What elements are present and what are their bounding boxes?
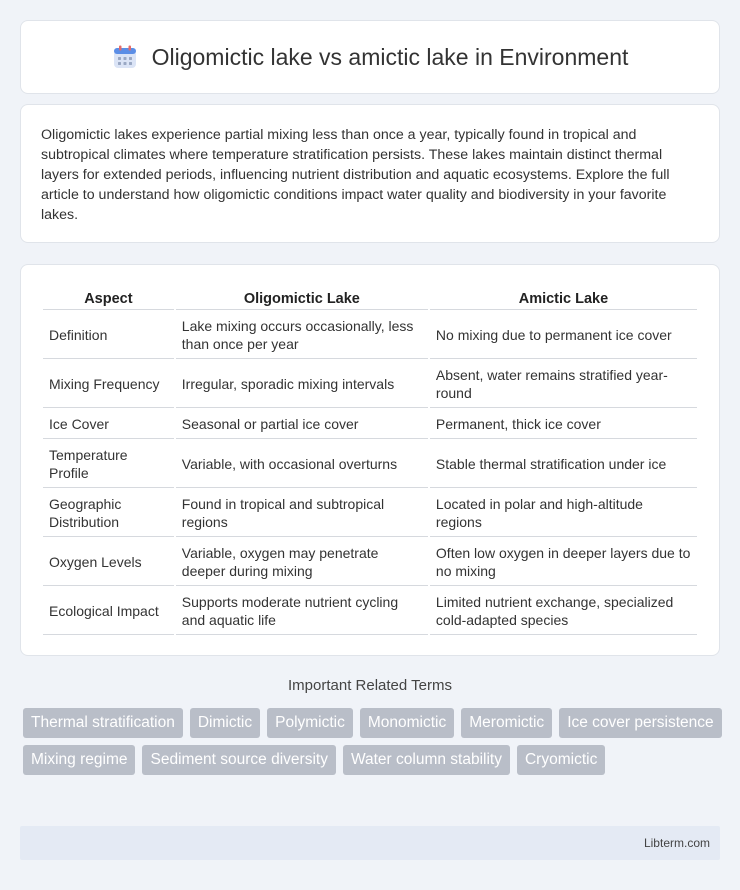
related-term-tag[interactable]: Sediment source diversity xyxy=(142,745,335,775)
related-term-tag[interactable]: Mixing regime xyxy=(23,745,135,775)
table-row xyxy=(43,312,697,359)
oligomictic-cell: Lake mixing occurs occasionally, less than once per year xyxy=(176,312,428,359)
amictic-cell: Limited nutrient exchange, specialized cold-adapted species xyxy=(430,588,697,635)
footer-site-link[interactable]: Libterm.com xyxy=(643,836,710,850)
aspect-cell: Oxygen Levels xyxy=(43,539,174,586)
header-oligomictic: Oligomictic Lake xyxy=(176,287,428,310)
table-row xyxy=(43,361,697,408)
calendar-icon xyxy=(112,44,138,70)
aspect-cell: Ecological Impact xyxy=(43,588,174,635)
footer xyxy=(20,826,720,860)
oligomictic-cell: Seasonal or partial ice cover xyxy=(176,410,428,439)
intro-text: Oligomictic lakes experience partial mixing less than once a year, typically found in tropical and subtropical climates where temperature stratification persists. These lakes maintain distinct thermal layers for extended periods, influencing nutrient distribution and aquatic ecosystems. Explore the full article to understand how oligomictic conditions impact water quality and biodiversity in your favorite lakes. xyxy=(41,127,670,223)
related-terms-title: Important Related Terms xyxy=(288,677,452,694)
related-term-tag[interactable]: Cryomictic xyxy=(517,745,605,775)
aspect-cell: Ice Cover xyxy=(43,410,174,439)
table-row xyxy=(43,441,697,488)
amictic-cell: No mixing due to permanent ice cover xyxy=(430,312,697,359)
related-term-tag[interactable]: Water column stability xyxy=(343,745,510,775)
table-row xyxy=(43,490,697,537)
table-row xyxy=(43,588,697,635)
table-row xyxy=(43,410,697,439)
header-aspect: Aspect xyxy=(43,287,174,310)
aspect-cell: Definition xyxy=(43,312,174,359)
intro-card xyxy=(20,104,720,243)
page-title: Oligomictic lake vs amictic lake in Environment xyxy=(151,43,629,70)
related-term-tag[interactable]: Monomictic xyxy=(360,708,454,738)
related-term-tag[interactable]: Thermal stratification xyxy=(23,708,183,738)
aspect-cell: Mixing Frequency xyxy=(43,361,174,408)
table-header-row xyxy=(43,287,697,310)
comparison-table-card xyxy=(20,264,720,656)
oligomictic-cell: Variable, with occasional overturns xyxy=(176,441,428,488)
oligomictic-cell: Irregular, sporadic mixing intervals xyxy=(176,361,428,408)
header-amictic: Amictic Lake xyxy=(430,287,697,310)
amictic-cell: Often low oxygen in deeper layers due to no mixing xyxy=(430,539,697,586)
related-term-tag[interactable]: Polymictic xyxy=(267,708,353,738)
amictic-cell: Located in polar and high-altitude regions xyxy=(430,490,697,537)
amictic-cell: Permanent, thick ice cover xyxy=(430,410,697,439)
related-terms-list xyxy=(23,708,723,775)
comparison-table xyxy=(41,285,699,637)
amictic-cell: Stable thermal stratification under ice xyxy=(430,441,697,488)
related-term-tag[interactable]: Meromictic xyxy=(461,708,552,738)
related-term-tag[interactable]: Dimictic xyxy=(190,708,260,738)
oligomictic-cell: Supports moderate nutrient cycling and aquatic life xyxy=(176,588,428,635)
aspect-cell: Geographic Distribution xyxy=(43,490,174,537)
oligomictic-cell: Found in tropical and subtropical regions xyxy=(176,490,428,537)
header-card xyxy=(20,20,720,94)
amictic-cell: Absent, water remains stratified year-round xyxy=(430,361,697,408)
aspect-cell: Temperature Profile xyxy=(43,441,174,488)
related-term-tag[interactable]: Ice cover persistence xyxy=(559,708,721,738)
oligomictic-cell: Variable, oxygen may penetrate deeper during mixing xyxy=(176,539,428,586)
table-row xyxy=(43,539,697,586)
